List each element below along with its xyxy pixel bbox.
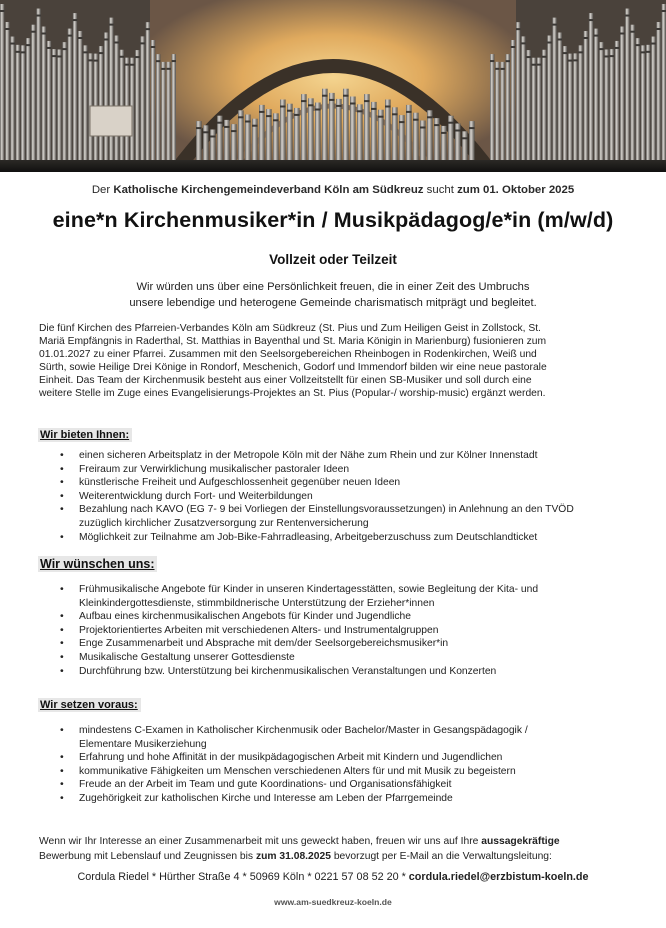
organ-pipe <box>10 37 14 172</box>
pipe-mouth <box>651 43 655 45</box>
organ-pipe <box>68 29 72 172</box>
pipe-mouth <box>231 130 237 132</box>
pipe-mouth <box>589 19 593 21</box>
pipe-mouth <box>568 60 572 62</box>
organ-pipe <box>73 13 77 172</box>
pipe-mouth <box>315 109 321 111</box>
requirement-item <box>60 765 634 779</box>
offer-item-text: • Freiraum zur Verwirklichung musikalischer pastoraler Ideen <box>79 463 350 475</box>
offer-item <box>60 449 634 463</box>
organ-base <box>0 160 666 172</box>
pipe-mouth <box>336 105 342 107</box>
description-line: Sürth, sowie Heilige Drei Könige in Rondorf, Meschenich, Godorf und Immendorf bilden wir eine neue pastorale <box>39 362 547 374</box>
organ-pipe <box>31 25 35 172</box>
organ-pipe <box>104 32 108 172</box>
pipe-mouth <box>392 113 398 115</box>
organ-pipe <box>537 58 541 172</box>
organ-pipe <box>594 29 598 172</box>
organ-pipe <box>0 4 4 172</box>
description-line: Die fünf Kirchen des Pfarreien-Verbandes Köln am Südkreuz (St. Pius und Zum Heiligen Geist in Zollstock, St. <box>39 323 541 334</box>
pipe-mouth <box>526 56 530 58</box>
organ-pipe <box>604 49 608 172</box>
organ-pipe <box>584 31 588 172</box>
organ-pipe <box>610 49 614 172</box>
organ-pipe <box>615 41 619 172</box>
pipe-mouth <box>62 48 66 50</box>
pipe-mouth <box>5 28 9 30</box>
pipe-mouth <box>641 51 645 53</box>
pipe-mouth <box>238 116 244 118</box>
organ-pipe <box>500 62 504 172</box>
pipe-mouth <box>506 60 510 62</box>
pipe-mouth <box>151 46 155 48</box>
intro-line <box>0 184 666 196</box>
pipe-mouth <box>604 55 608 57</box>
wish-item <box>60 665 634 679</box>
pipe-mouth <box>308 104 314 106</box>
wish-item <box>60 637 634 651</box>
requirement-item <box>60 751 634 765</box>
pipe-mouth <box>542 56 546 58</box>
pipe-mouth <box>385 106 391 108</box>
pipe-mouth <box>532 64 536 66</box>
organ-pipe <box>558 32 562 172</box>
pipe-mouth <box>357 110 363 112</box>
pipe-mouth <box>172 60 176 62</box>
pipe-mouth <box>10 43 14 45</box>
organ-pipe <box>573 53 577 172</box>
organ-pipe <box>547 36 551 172</box>
pipe-mouth <box>610 55 614 57</box>
pipe-mouth <box>166 68 170 70</box>
wish-item-text: • Musikalische Gestaltung unserer Gottesdienste <box>79 651 295 663</box>
pipe-mouth <box>210 136 216 138</box>
organ-pipe <box>532 58 536 172</box>
pipe-mouth <box>371 108 377 110</box>
pipe-mouth <box>252 125 258 127</box>
pipe-mouth <box>94 60 98 62</box>
wish-item <box>60 610 634 624</box>
closing-text-1: Wenn wir Ihr Interesse an einer Zusammenarbeit mit uns geweckt haben, freuen wir uns auf Ihre <box>39 836 482 847</box>
pipe-mouth <box>156 60 160 62</box>
organ-pipe <box>151 40 155 172</box>
description-line: 01.01.2027 zu einer Pfarrei. Zusammen mit den Seelsorgebereichen Rheinbogen in Rodenkirchen, Weiß und <box>39 349 537 361</box>
offer-item-text: • Weiterentwicklung durch Fort- und Weiterbildungen <box>79 490 313 502</box>
organ-pipe <box>343 89 349 172</box>
pipe-mouth <box>161 68 165 70</box>
pipe-mouth <box>427 116 433 118</box>
organ-pipe <box>526 50 530 172</box>
pipe-mouth <box>516 28 520 30</box>
organ-pipe <box>161 62 165 172</box>
pipe-mouth <box>125 64 129 66</box>
wish-item <box>60 583 634 610</box>
section-heading-offer: Wir bieten Ihnen: <box>38 428 132 442</box>
offer-list <box>60 449 634 544</box>
pipe-mouth <box>552 24 556 26</box>
organ-pipe <box>140 36 144 172</box>
offer-item-text: • einen sicheren Arbeitsplatz in der Metropole Köln mit der Nähe zum Rhein und zur Kölner Innenstadt <box>79 450 538 461</box>
pipe-mouth <box>245 121 251 123</box>
offer-item-text: • künstlerische Freiheit und Aufgeschlossenheit gegenüber neuen Ideen <box>79 477 401 489</box>
wish-item-text: • Enge Zusammenarbeit und Absprache mit dem/der Seelsorgebereichsmusiker*in <box>79 638 449 650</box>
requirement-item <box>60 792 634 806</box>
pipe-mouth <box>495 68 499 70</box>
pipe-mouth <box>287 110 293 112</box>
description-line: weitere Stelle im Zuge eines Evangelisierungs-Projektes an St. Pius (Popular-/ worship-music) ergänzt werden. <box>39 388 546 400</box>
organ-pipe <box>495 62 499 172</box>
organ-pipe <box>322 89 328 172</box>
employer-name: Katholische Kirchengemeindeverband Köln am Südkreuz <box>113 184 424 196</box>
pipe-mouth <box>224 126 230 128</box>
organ-pipe <box>52 49 56 172</box>
pipe-mouth <box>350 103 356 105</box>
offer-item-text: • Möglichkeit zur Teilnahme am Job-Bike-Fahrradleasing, Arbeitgeberzuschuss zum Deutschlandticket <box>79 531 538 543</box>
organ-pipe <box>641 45 645 172</box>
offer-item <box>60 463 634 477</box>
job-title: eine*n Kirchenmusiker*in / Musikpädagog/e*in (m/w/d) <box>52 208 614 232</box>
pipe-mouth <box>615 47 619 49</box>
wish-item-text: Kleinkindergottesdienste, stimmbildnerische Unterstützung der Erzieher*innen <box>79 597 435 609</box>
organ-pipe <box>172 54 176 172</box>
organ-pipe <box>511 40 515 172</box>
organ-pipe <box>599 42 603 172</box>
pipe-mouth <box>599 48 603 50</box>
contact-email[interactable]: cordula.riedel@erzbistum-koeln.de <box>408 871 589 883</box>
offer-item-text: zuzüglich kirchlicher Zusatzversorgung zur Rentenversicherung <box>79 517 369 529</box>
offer-item-text: • Bezahlung nach KAVO (EG 7- 9 bei Vorliegen der Einstellungsvoraussetzungen) in Anlehnung an den TVÖD <box>79 504 574 516</box>
offer-item <box>60 531 634 545</box>
pipe-mouth <box>406 111 412 113</box>
pipe-mouth <box>16 51 20 53</box>
organ-pipe <box>542 50 546 172</box>
pipe-mouth <box>114 42 118 44</box>
pipe-mouth <box>500 68 504 70</box>
start-date: zum 01. Oktober 2025 <box>457 184 575 196</box>
organ-pipe <box>5 22 9 172</box>
organ-pipe <box>26 38 30 172</box>
organ-pipe <box>16 45 20 172</box>
pipe-mouth <box>558 38 562 40</box>
wish-item-text: • Aufbau eines kirchenmusikalischen Angebots für Kinder und Jugendliche <box>79 611 411 623</box>
header-organ-image <box>0 0 666 172</box>
pipe-mouth <box>462 137 468 139</box>
pipe-mouth <box>42 33 46 35</box>
pipe-mouth <box>420 127 426 129</box>
requirement-item <box>60 724 634 751</box>
organ-pipe <box>578 45 582 172</box>
organ-pipe <box>636 38 640 172</box>
pipe-mouth <box>266 115 272 117</box>
organ-pipe <box>516 22 520 172</box>
organ-pipe <box>156 54 160 172</box>
pipe-mouth <box>301 100 307 102</box>
pipe-mouth <box>455 130 461 132</box>
closing-text-2: Bewerbung mit Lebenslauf und Zeugnissen bis <box>39 851 256 862</box>
wish-item-text: • Durchführung bzw. Unterstützung bei kirchenmusikalischen Veranstaltungen und Konzerten <box>79 665 497 677</box>
pipe-mouth <box>662 10 666 12</box>
wish-item <box>60 624 634 638</box>
pipe-mouth <box>413 119 419 121</box>
requirement-item-text: • Freude an der Arbeit im Team und gute Koordinations- und Organisationsfähigkeit <box>79 779 452 791</box>
pipe-mouth <box>217 122 223 124</box>
pipe-mouth <box>36 15 40 17</box>
organ-pipe <box>521 36 525 172</box>
music-sheet <box>90 106 132 136</box>
requirements-list <box>60 724 634 806</box>
pipe-mouth <box>31 31 35 33</box>
organ-pipe <box>620 27 624 172</box>
requirement-item-text: • kommunikative Fähigkeiten um Menschen verschiedenen Alters für und mit Musik zu begeistern <box>79 765 516 777</box>
pipe-mouth <box>441 132 447 134</box>
contact-address: Cordula Riedel * Hürther Straße 4 * 50969 Köln * 0221 57 08 52 20 * <box>77 871 409 883</box>
pipe-mouth <box>135 56 139 58</box>
pipe-mouth <box>47 47 51 49</box>
pipe-mouth <box>273 119 279 121</box>
pipe-mouth <box>521 42 525 44</box>
contact-line <box>0 871 666 883</box>
pipe-mouth <box>83 51 87 53</box>
lead-line-1: Wir würden uns über eine Persönlichkeit freuen, die in einer Zeit des Umbruchs <box>136 281 530 293</box>
section-heading-requirements: Wir setzen voraus: <box>38 698 141 712</box>
pipe-mouth <box>636 44 640 46</box>
wishes-list <box>60 583 634 678</box>
pipe-mouth <box>434 124 440 126</box>
offer-item <box>60 503 634 530</box>
wish-item-text: • Frühmusikalische Angebote für Kinder in unseren Kindertagesstätten, sowie Begleitung der Kita- und <box>79 584 539 595</box>
organ-pipe <box>568 54 572 172</box>
pipe-mouth <box>73 19 77 21</box>
organ-pipe <box>135 50 139 172</box>
pipe-mouth <box>563 52 567 54</box>
description-line: Einheit. Das Team der Kirchenmusik besteht aus einer Vollzeitstellt für einen SB-Musiker und soll durch eine <box>39 375 532 387</box>
employment-type: Vollzeit oder Teilzeit <box>269 252 397 267</box>
pipe-mouth <box>364 100 370 102</box>
organ-pipe <box>506 54 510 172</box>
lead-line-2: unsere lebendige und heterogene Gemeinde charismatisch mitprägt und begleitet. <box>129 296 537 309</box>
organ-pipe <box>656 22 660 172</box>
pipe-mouth <box>656 28 660 30</box>
requirement-item-text: • Zugehörigkeit zur katholischen Kirche und Interesse am Leben der Pfarrgemeinde <box>79 792 453 804</box>
pipe-mouth <box>140 42 144 44</box>
requirement-item-text: Elementare Musikerziehung <box>79 738 207 750</box>
pipe-mouth <box>578 51 582 53</box>
pipe-mouth <box>21 51 25 53</box>
pipe-mouth <box>294 114 300 116</box>
pipe-mouth <box>573 59 577 61</box>
pipe-mouth <box>322 95 328 97</box>
organ-pipe <box>646 45 650 172</box>
closing-paragraph <box>39 834 633 864</box>
pipe-mouth <box>399 121 405 123</box>
offer-item <box>60 490 634 504</box>
intro-prefix: Der <box>91 184 114 196</box>
organ-pipe <box>62 42 66 172</box>
pipe-mouth <box>378 116 384 118</box>
pipe-mouth <box>469 127 475 129</box>
pipe-mouth <box>104 38 108 40</box>
organ-pipe <box>625 9 629 172</box>
organ-pipe <box>42 27 46 172</box>
pipe-mouth <box>280 106 286 108</box>
pipe-mouth <box>146 28 150 30</box>
closing-text-3: bevorzugt per E-Mail an die Verwaltungsleitung: <box>330 851 552 862</box>
pipe-mouth <box>88 59 92 61</box>
pipe-mouth <box>26 44 30 46</box>
organ-pipe <box>490 54 494 172</box>
requirement-item <box>60 778 634 792</box>
organ-pipe <box>78 31 82 172</box>
organ-pipe <box>21 45 25 172</box>
pipe-mouth <box>99 52 103 54</box>
website-url[interactable]: www.am-suedkreuz-koeln.de <box>274 897 392 907</box>
organ-pipe <box>57 49 61 172</box>
pipe-mouth <box>0 10 4 12</box>
pipe-mouth <box>490 60 494 62</box>
offer-item <box>60 476 634 490</box>
intro-middle: sucht <box>423 184 458 196</box>
pipe-mouth <box>343 95 349 97</box>
organ-pipe <box>166 62 170 172</box>
organ-pipe <box>47 41 51 172</box>
pipe-mouth <box>329 99 335 101</box>
pipe-mouth <box>203 131 209 133</box>
requirement-item-text: • Erfahrung und hohe Affinität in der musikpädagogischen Arbeit mit Kindern und Jugendlichen <box>79 752 503 764</box>
pipe-mouth <box>196 127 202 129</box>
pipe-mouth <box>511 46 515 48</box>
application-deadline: zum 31.08.2025 <box>255 851 331 862</box>
pipe-mouth <box>68 35 72 37</box>
pipe-mouth <box>52 55 56 57</box>
pipe-mouth <box>259 111 265 113</box>
pipe-mouth <box>448 122 454 124</box>
pipe-mouth <box>57 55 61 57</box>
description-line: Mariä Empfängnis in Raderthal, St. Matthias in Bayenthal und St. Maria Königin in Marienburg) fusionieren zum <box>39 336 547 348</box>
organ-pipe <box>589 13 593 172</box>
pipe-mouth <box>109 24 113 26</box>
organ-pipe <box>662 4 666 172</box>
pipe-mouth <box>625 15 629 17</box>
organ-pipe <box>630 25 634 172</box>
pipe-mouth <box>78 37 82 39</box>
organ-pipe <box>114 36 118 172</box>
wish-item-text: • Projektorientiertes Arbeiten mit verschiedenen Alters- und Instrumentalgruppen <box>79 624 439 636</box>
section-heading-wishes: Wir wünschen uns: <box>38 556 157 572</box>
pipe-mouth <box>594 35 598 37</box>
pipe-mouth <box>630 31 634 33</box>
pipe-mouth <box>537 64 541 66</box>
pipe-mouth <box>547 42 551 44</box>
lead-text <box>0 280 666 311</box>
organ-pipe <box>109 18 113 172</box>
organ-pipe <box>83 45 87 172</box>
organ-pipes-illustration <box>0 0 666 172</box>
organ-pipe <box>563 46 567 172</box>
organ-pipe <box>36 9 40 172</box>
pipe-mouth <box>130 64 134 66</box>
organ-pipe <box>552 18 556 172</box>
pipe-mouth <box>584 37 588 39</box>
pipe-mouth <box>646 51 650 53</box>
pipe-mouth <box>620 33 624 35</box>
requirement-item-text: • mindestens C-Examen in Katholischer Kirchenmusik oder Bachelor/Master in Gesangspädagogik / <box>79 725 528 736</box>
pipe-mouth <box>120 56 124 58</box>
closing-bold-1: aussagekräftige <box>481 836 560 847</box>
organ-pipe <box>651 37 655 172</box>
wish-item <box>60 651 634 665</box>
description-paragraph <box>39 322 633 401</box>
organ-pipe <box>146 22 150 172</box>
